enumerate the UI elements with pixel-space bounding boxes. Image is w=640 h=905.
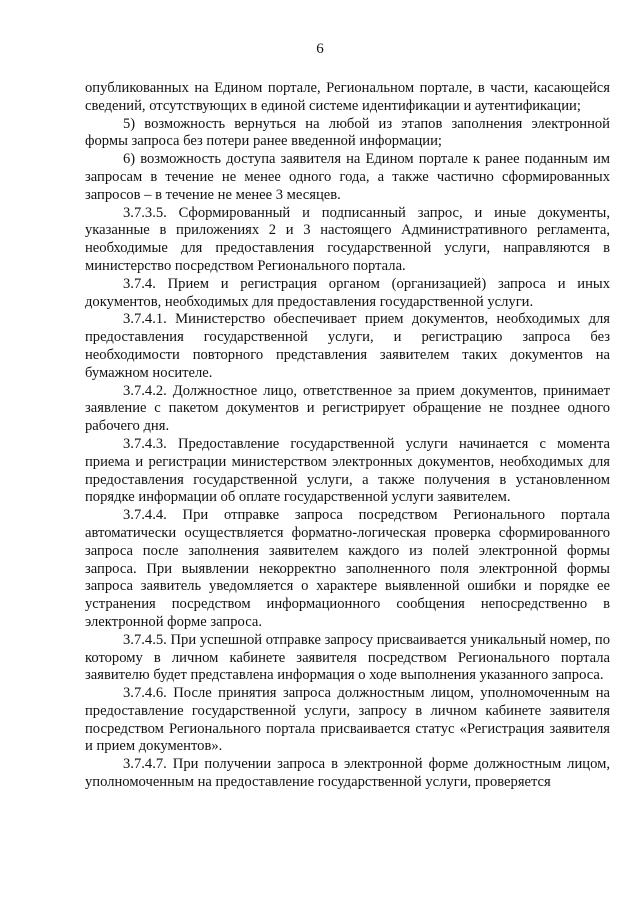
paragraph-3-7-4: 3.7.4. Прием и регистрация органом (организацией) запроса и иных документов, необходимых для предоставления государственной услуги. <box>85 275 610 310</box>
paragraph-3-7-4-6: 3.7.4.6. После принятия запроса должностным лицом, уполномоченным на предоставление государственной услуги, запросу в личном кабинете заявителя посредством Регионального портала присваивается статус «Регистрация заявителя и прием документов». <box>85 685 610 755</box>
paragraph-3-7-4-4: 3.7.4.4. При отправке запроса посредством Регионального портала автоматически осуществляется форматно-логическая проверка сформированного запроса после заполнения заявителем каждого из полей электронной формы запроса. При выявлении некорректно заполненного поля электронной формы запроса заявитель уведомляется о характере выявленной ошибки и порядке ее устранения посредством информационного сообщения непосредственно в электронной форме запроса. <box>85 507 610 630</box>
paragraph-continuation: опубликованных на Едином портале, Региональном портале, в части, касающейся сведений, отсутствующих в единой системе идентификации и аутентификации; <box>85 80 610 114</box>
paragraph-3-7-4-3: 3.7.4.3. Предоставление государственной услуги начинается с момента приема и регистрации министерством электронных документов, необходимых для предоставления государственной услуги, а также получения в установленном порядке информации об оплате государственной услуги заявителем. <box>85 435 610 506</box>
paragraph-3-7-4-7: 3.7.4.7. При получении запроса в электронной форме должностным лицом, уполномоченным на предоставление государственной услуги, проверяется <box>85 756 610 791</box>
document-body <box>85 80 610 792</box>
paragraph-3-7-4-1: 3.7.4.1. Министерство обеспечивает прием документов, необходимых для предоставления государственной услуги, и регистрацию запроса без необходимости повторного представления заявителем таких документов на бумажном носителе. <box>85 311 610 381</box>
paragraph-3-7-3-5: 3.7.3.5. Сформированный и подписанный запрос, и иные документы, указанные в приложениях 2 и 3 настоящего Административного регламента, необходимые для предоставления государственной услуги, направляются в министерство посредством Регионального портала. <box>85 204 610 274</box>
paragraph-item-6: 6) возможность доступа заявителя на Едином портале к ранее поданным им запросам в течение не менее одного года, а также частично сформированных запросов – в течение не менее 3 месяцев. <box>85 151 610 203</box>
page-number: 6 <box>316 41 324 57</box>
paragraph-3-7-4-2: 3.7.4.2. Должностное лицо, ответственное за прием документов, принимает заявление с пакетом документов и регистрирует обращение не позднее одного рабочего дня. <box>85 382 610 435</box>
paragraph-3-7-4-5: 3.7.4.5. При успешной отправке запросу присваивается уникальный номер, по которому в личном кабинете заявителя посредством Регионального портала заявителю будет представлена информация о ходе выполнения указанного запроса. <box>85 631 610 684</box>
paragraph-item-5: 5) возможность вернуться на любой из этапов заполнения электронной формы запроса без потери ранее введенной информации; <box>85 115 610 150</box>
